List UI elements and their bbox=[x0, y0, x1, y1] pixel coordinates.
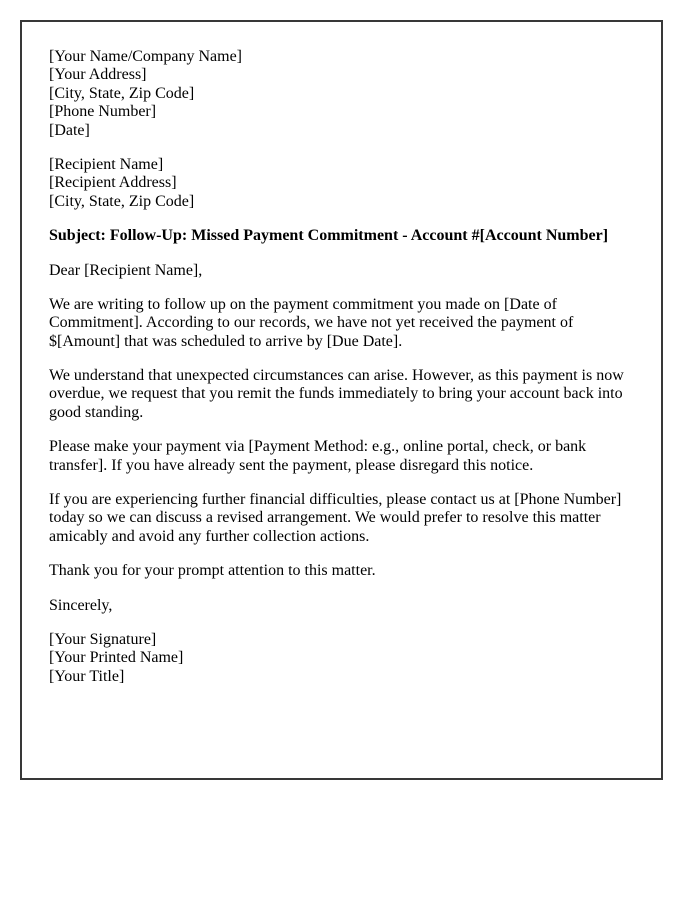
recipient-line: [Recipient Address] bbox=[49, 174, 177, 192]
sender-block bbox=[49, 48, 636, 140]
recipient-line: [Recipient Name] bbox=[49, 155, 164, 173]
sender-line: [Phone Number] bbox=[49, 103, 157, 121]
recipient-block bbox=[49, 156, 636, 211]
sender-line: [Your Address] bbox=[49, 66, 147, 84]
signature-line: [Your Printed Name] bbox=[49, 649, 184, 667]
body-paragraph: We are writing to follow up on the payment commitment you made on [Date of Commitment]. According to our records, we have not yet received the payment of $[Amount] that was scheduled to arrive by [Due Date]. bbox=[49, 295, 574, 350]
body-paragraph: We understand that unexpected circumstances can arise. However, as this payment is now overdue, we request that you remit the funds immediately to bring your account back into good standing. bbox=[49, 367, 624, 421]
salutation: Dear [Recipient Name], bbox=[49, 261, 203, 279]
body-paragraph: Please make your payment via [Payment Method: e.g., online portal, check, or bank transfer]. If you have already sent the payment, please disregard this notice. bbox=[49, 438, 587, 474]
signature-line: [Your Title] bbox=[49, 667, 125, 685]
sender-line: [City, State, Zip Code] bbox=[49, 84, 195, 102]
body-paragraph: Thank you for your prompt attention to this matter. bbox=[49, 562, 376, 580]
body-paragraph: If you are experiencing further financial difficulties, please contact us at [Phone Number] today so we can discuss a revised arrangement. We would prefer to resolve this matter amicably and avoid any further collection actions. bbox=[49, 491, 622, 545]
closing: Sincerely, bbox=[49, 596, 113, 614]
letter-frame bbox=[20, 20, 663, 780]
sender-line: [Your Name/Company Name] bbox=[49, 48, 243, 65]
recipient-line: [City, State, Zip Code] bbox=[49, 192, 195, 210]
subject-line: Subject: Follow-Up: Missed Payment Commitment - Account #[Account Number] bbox=[49, 227, 609, 245]
signature-line: [Your Signature] bbox=[49, 630, 157, 648]
signature-block bbox=[49, 631, 636, 686]
sender-line: [Date] bbox=[49, 121, 90, 139]
